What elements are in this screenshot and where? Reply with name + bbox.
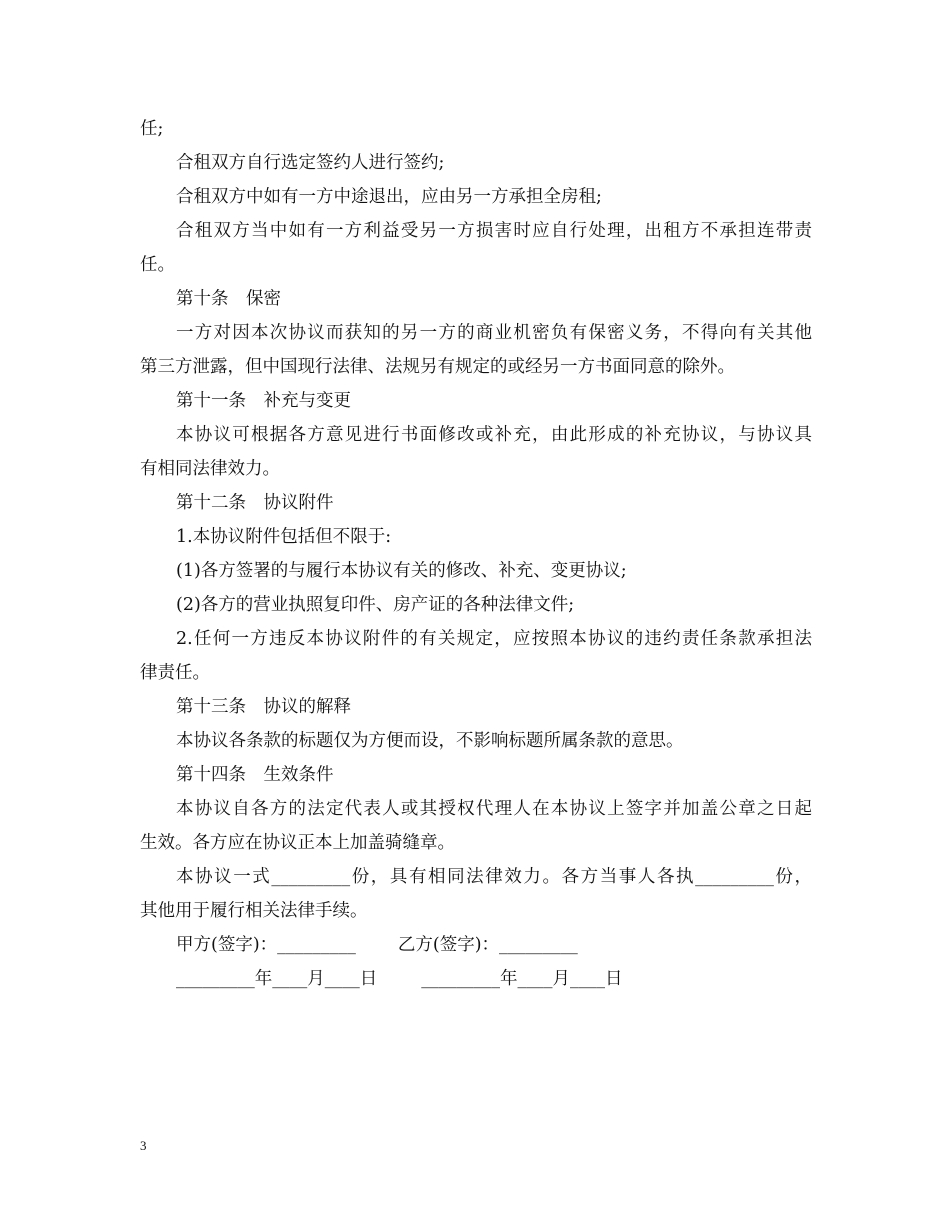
text-line: 第十四条 生效条件	[176, 765, 334, 785]
document-body	[140, 112, 812, 928]
text-line: 第十三条 协议的解释	[176, 697, 351, 717]
text-line: 第十二条 协议附件	[176, 493, 334, 513]
text-line: 律责任。	[140, 663, 210, 683]
party-a-date: _________年____月____日	[176, 969, 378, 989]
text-line: 一方对因本次协议而获知的另一方的商业机密负有保密义务，不得向有关其他	[176, 323, 812, 343]
text-line: 本协议各条款的标题仅为方便而设，不影响标题所属条款的意思。	[176, 731, 684, 751]
text-line: 2.任何一方违反本协议附件的有关规定，应按照本协议的违约责任条款承担法	[176, 629, 812, 649]
text-line: 其他用于履行相关法律手续。	[140, 901, 368, 921]
text-line: 有相同法律效力。	[140, 459, 280, 479]
text-line: (2)各方的营业执照复印件、房产证的各种法律文件;	[176, 595, 575, 615]
text-line: 生效。各方应在协议正本上加盖骑缝章。	[140, 833, 455, 853]
document-page	[140, 112, 812, 996]
signature-row	[140, 928, 812, 962]
text-line: 合租双方自行选定签约人进行签约;	[176, 153, 445, 173]
text-line: 本协议一式_________份，具有相同法律效力。各方当事人各执_________份，	[176, 867, 812, 887]
text-line: 第三方泄露，但中国现行法律、法规另有规定的或经另一方书面同意的除外。	[140, 357, 735, 377]
party-a-signature: 甲方(签字)：_________	[176, 935, 356, 955]
text-line: 1.本协议附件包括但不限于:	[176, 527, 392, 547]
party-b-date: _________年____月____日	[421, 969, 623, 989]
text-line: 第十条 保密	[176, 289, 281, 309]
text-line: 本协议可根据各方意见进行书面修改或补充，由此形成的补充协议，与协议具	[176, 425, 812, 445]
text-line: (1)各方签署的与履行本协议有关的修改、补充、变更协议;	[176, 561, 627, 581]
text-line: 合租双方当中如有一方利益受另一方损害时应自行处理，出租方不承担连带责	[176, 221, 812, 241]
text-line: 第十一条 补充与变更	[176, 391, 351, 411]
party-b-signature: 乙方(签字)：_________	[397, 935, 578, 955]
date-row	[140, 962, 812, 996]
page-number: 3	[140, 1138, 147, 1153]
text-line: 合租双方中如有一方中途退出，应由另一方承担全房租;	[176, 187, 602, 207]
text-line: 任。	[140, 255, 175, 275]
text-line: 任;	[140, 119, 164, 139]
text-line: 本协议自各方的法定代表人或其授权代理人在本协议上签字并加盖公章之日起	[176, 799, 812, 819]
